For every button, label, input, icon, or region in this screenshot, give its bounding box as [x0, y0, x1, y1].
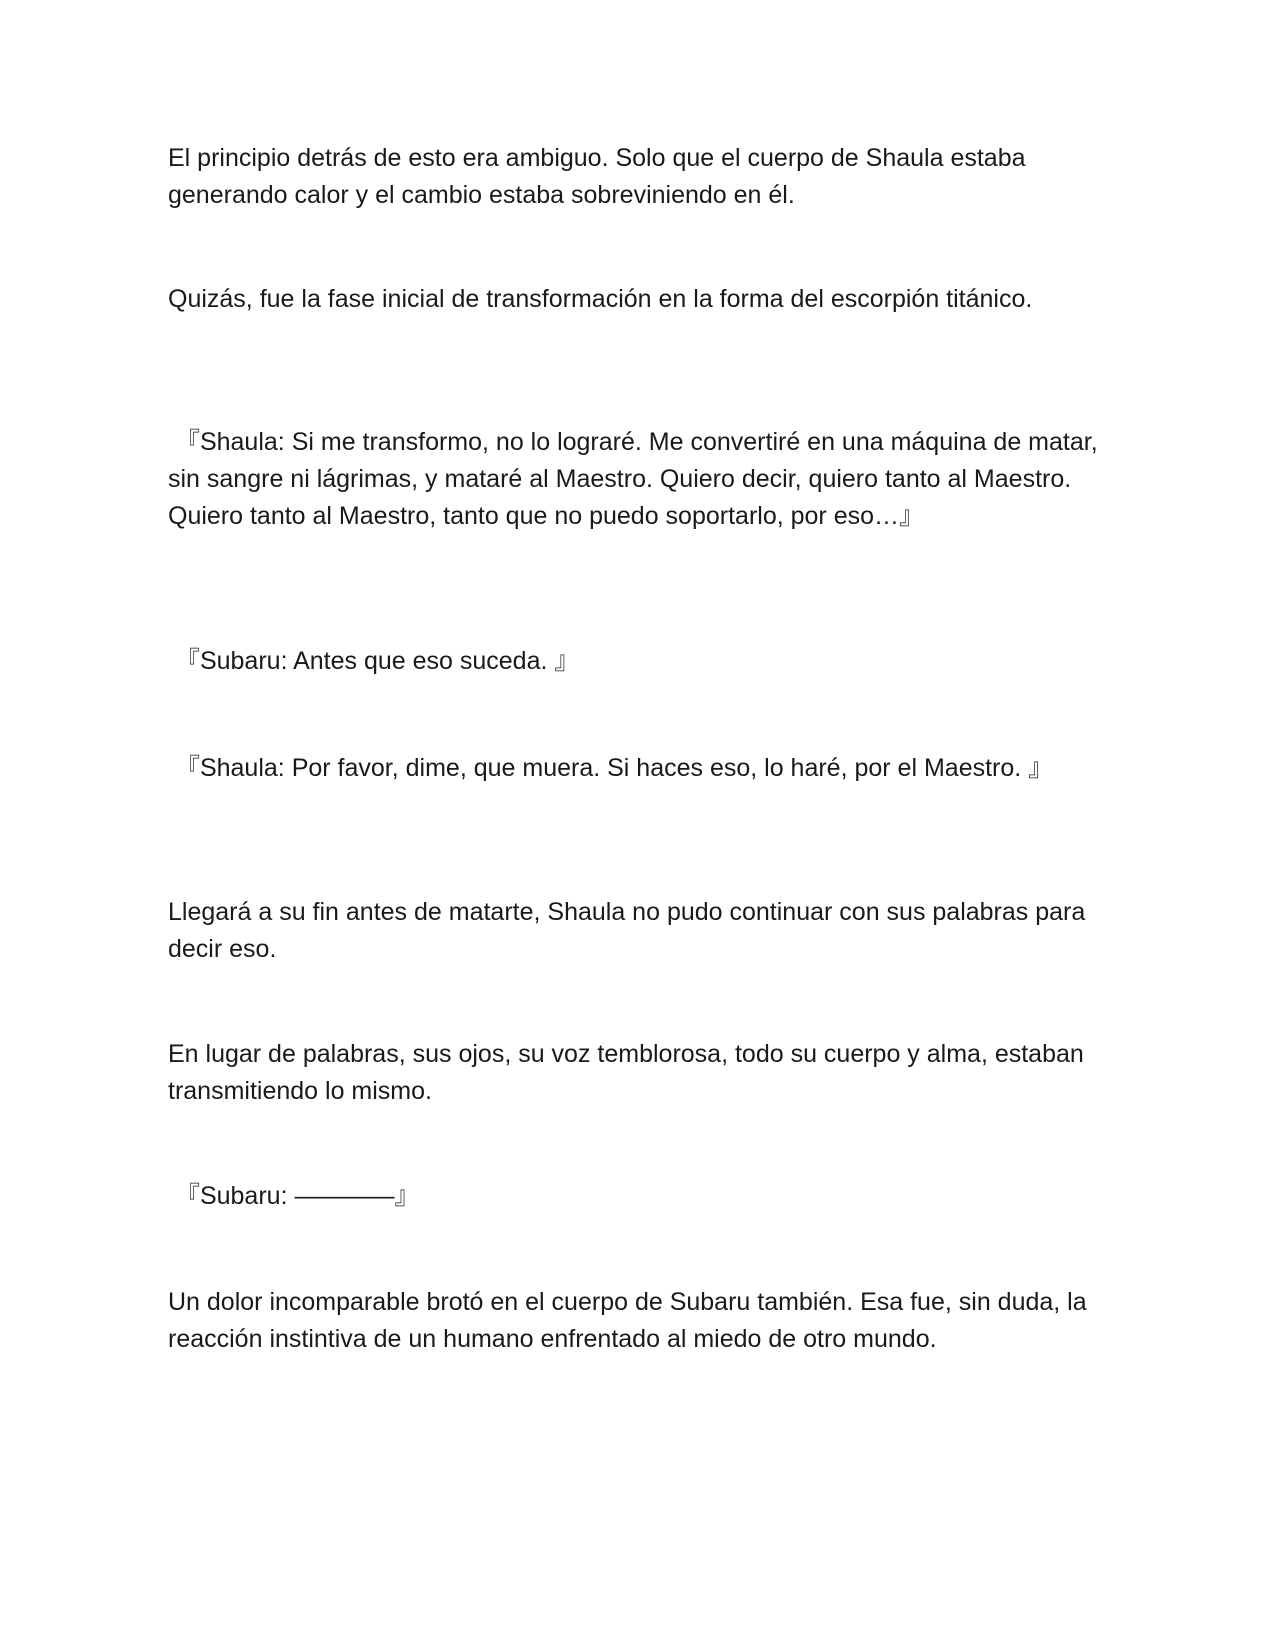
dialogue-subaru-1: 『Subaru: Antes que eso suceda. 』	[168, 647, 580, 675]
dialogue-shaula-1: 『Shaula: Si me transformo, no lo lograré. Me convertiré en una máquina de matar, sin sangre ni lágrimas, y mataré al Maestro. Quiero decir, quiero tanto al Maestro. Quiero tanto al Maestro, tanto que no puedo soportarlo, por eso…』	[168, 428, 1105, 530]
paragraph-3: Llegará a su fin antes de matarte, Shaula no pudo continuar con sus palabras para decir eso.	[168, 898, 1093, 963]
paragraph-5: Un dolor incomparable brotó en el cuerpo de Subaru también. Esa fue, sin duda, la reacción instintiva de un humano enfrentado al miedo de otro mundo.	[168, 1288, 1094, 1353]
dialogue-shaula-2: 『Shaula: Por favor, dime, que muera. Si haces eso, lo haré, por el Maestro. 』	[168, 754, 1054, 782]
paragraph-4: En lugar de palabras, sus ojos, su voz temblorosa, todo su cuerpo y alma, estaban transmitiendo lo mismo.	[168, 1040, 1091, 1105]
paragraph-1: El principio detrás de esto era ambiguo. Solo que el cuerpo de Shaula estaba generando calor y el cambio estaba sobreviniendo en él.	[168, 144, 1033, 209]
dialogue-subaru-2: 『Subaru: ————』	[168, 1182, 420, 1210]
paragraph-2: Quizás, fue la fase inicial de transformación en la forma del escorpión titánico.	[168, 285, 1033, 313]
